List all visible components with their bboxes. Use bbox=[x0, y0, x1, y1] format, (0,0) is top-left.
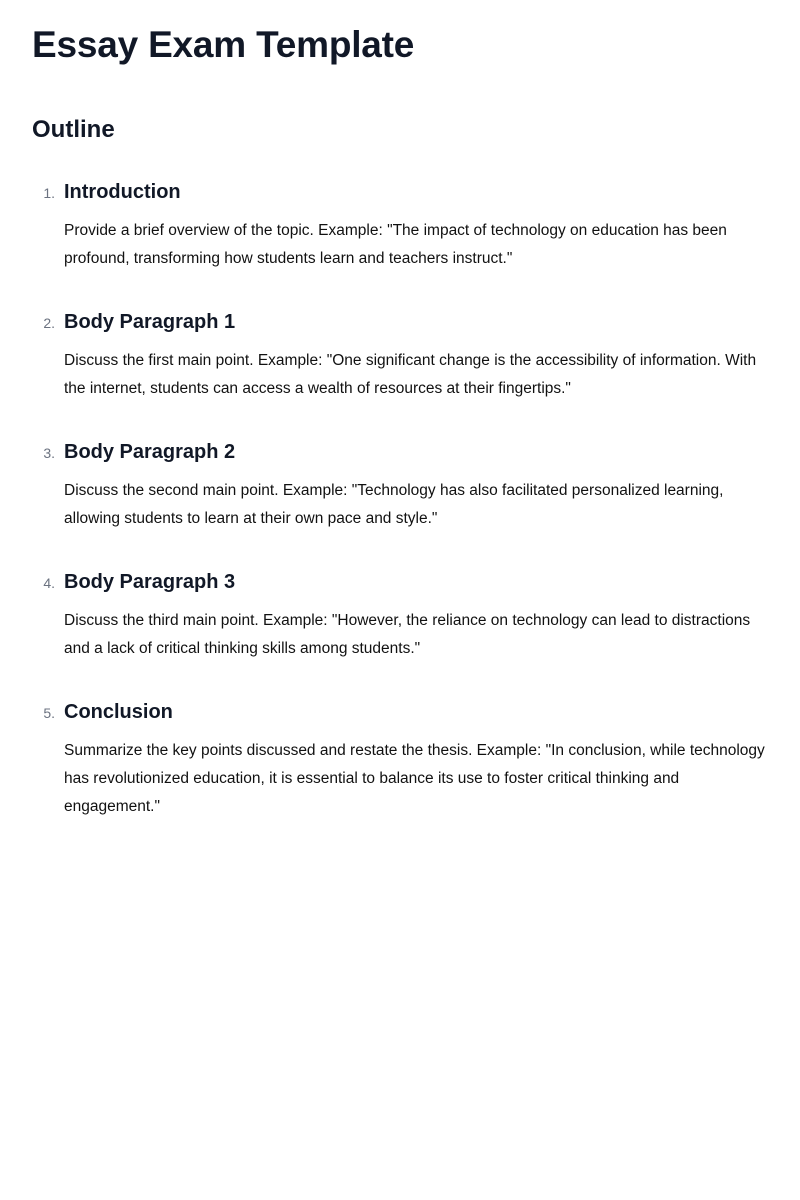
outline-item-text: Discuss the first main point. Example: "One significant change is the accessibility of information. With the internet, students can access a wealth of resources at their fingertips." bbox=[64, 352, 757, 397]
page-title: Essay Exam Template bbox=[32, 24, 415, 65]
outline-item-content bbox=[64, 309, 768, 403]
outline-item-heading: Body Paragraph 1 bbox=[64, 311, 236, 333]
outline-item-introduction bbox=[32, 179, 768, 273]
outline-list bbox=[32, 179, 768, 821]
list-number: 5. bbox=[43, 705, 55, 721]
outline-item-heading: Introduction bbox=[64, 181, 181, 203]
outline-item-heading: Body Paragraph 2 bbox=[64, 441, 236, 463]
outline-item-body-paragraph-2 bbox=[32, 439, 768, 533]
outline-item-content bbox=[64, 699, 768, 821]
outline-item-text: Summarize the key points discussed and restate the thesis. Example: "In conclusion, while technology has revolutionized education, it is essential to balance its use to foster critical thinking and engagement." bbox=[64, 742, 765, 815]
outline-item-content bbox=[64, 569, 768, 663]
outline-item-text: Discuss the third main point. Example: "However, the reliance on technology can lead to distractions and a lack of critical thinking skills among students." bbox=[64, 612, 751, 657]
outline-item-text: Provide a brief overview of the topic. Example: "The impact of technology on education has been profound, transforming how students learn and teachers instruct." bbox=[64, 222, 727, 267]
outline-item-body-paragraph-1 bbox=[32, 309, 768, 403]
outline-item-content bbox=[64, 179, 768, 273]
outline-item-heading: Body Paragraph 3 bbox=[64, 571, 236, 593]
list-number: 1. bbox=[43, 185, 55, 201]
outline-item-conclusion bbox=[32, 699, 768, 821]
list-number: 3. bbox=[43, 445, 55, 461]
outline-item-heading: Conclusion bbox=[64, 701, 173, 723]
list-number: 4. bbox=[43, 575, 55, 591]
list-number: 2. bbox=[43, 315, 55, 331]
section-heading-outline: Outline bbox=[32, 116, 115, 143]
outline-item-text: Discuss the second main point. Example: "Technology has also facilitated personalized learning, allowing students to learn at their own pace and style." bbox=[64, 482, 724, 527]
outline-item-content bbox=[64, 439, 768, 533]
outline-item-body-paragraph-3 bbox=[32, 569, 768, 663]
